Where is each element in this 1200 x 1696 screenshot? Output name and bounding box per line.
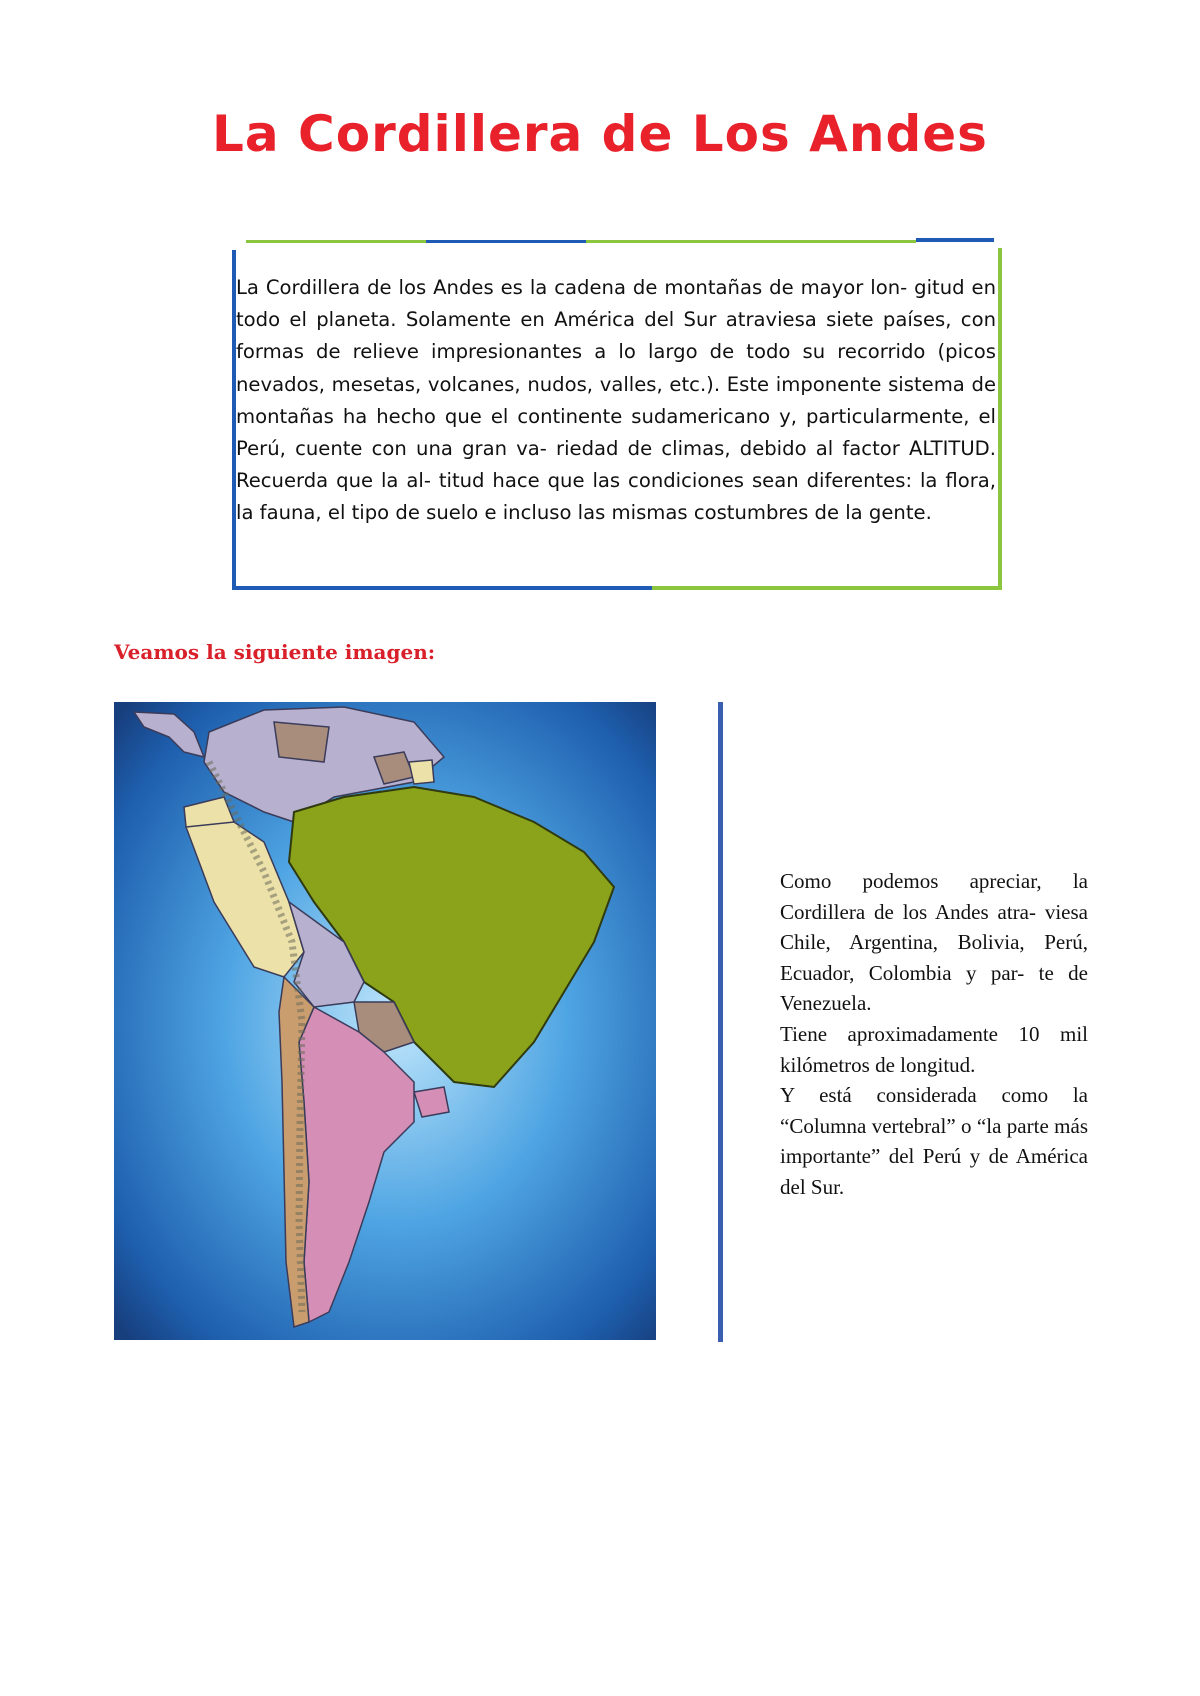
map-of-south-america-icon	[114, 702, 656, 1340]
section-subtitle: Veamos la siguiente imagen:	[114, 640, 436, 664]
side-paragraph-3: Y está considerada como la “Columna vertebral” o “la parte más importante” del Perú y de América del Sur.	[780, 1083, 1088, 1199]
side-explanation	[780, 866, 1088, 1203]
side-paragraph-1: Como podemos apreciar, la Cordillera de los Andes atra- viesa Chile, Argentina, Bolivia, Perú, Ecuador, Colombia y par- te de Venezuela.	[780, 869, 1088, 1016]
page-title: La Cordillera de Los Andes	[212, 105, 988, 163]
side-paragraph-2: Tiene aproximadamente 10 mil kilómetros de longitud.	[780, 1021, 1088, 1077]
intro-paragraph: La Cordillera de los Andes es la cadena de montañas de mayor lon- gitud en todo el planeta. Solamente en América del Sur atraviesa siete países, con formas de relieve impresionantes a lo largo de todo su recorrido (picos nevados, mesetas, volcanes, nudos, valles, etc.). Este imponente sistema de montañas ha hecho que el continente sudamericano y, particularmente, el Perú, cuente con una gran va- riedad de climas, debido al factor ALTITUD. Recuerda que la al- titud hace que las condiciones sean diferentes: la flora, la fauna, el tipo de suelo e incluso las mismas costumbres de la gente.	[236, 276, 996, 525]
vertical-divider	[718, 702, 723, 1342]
